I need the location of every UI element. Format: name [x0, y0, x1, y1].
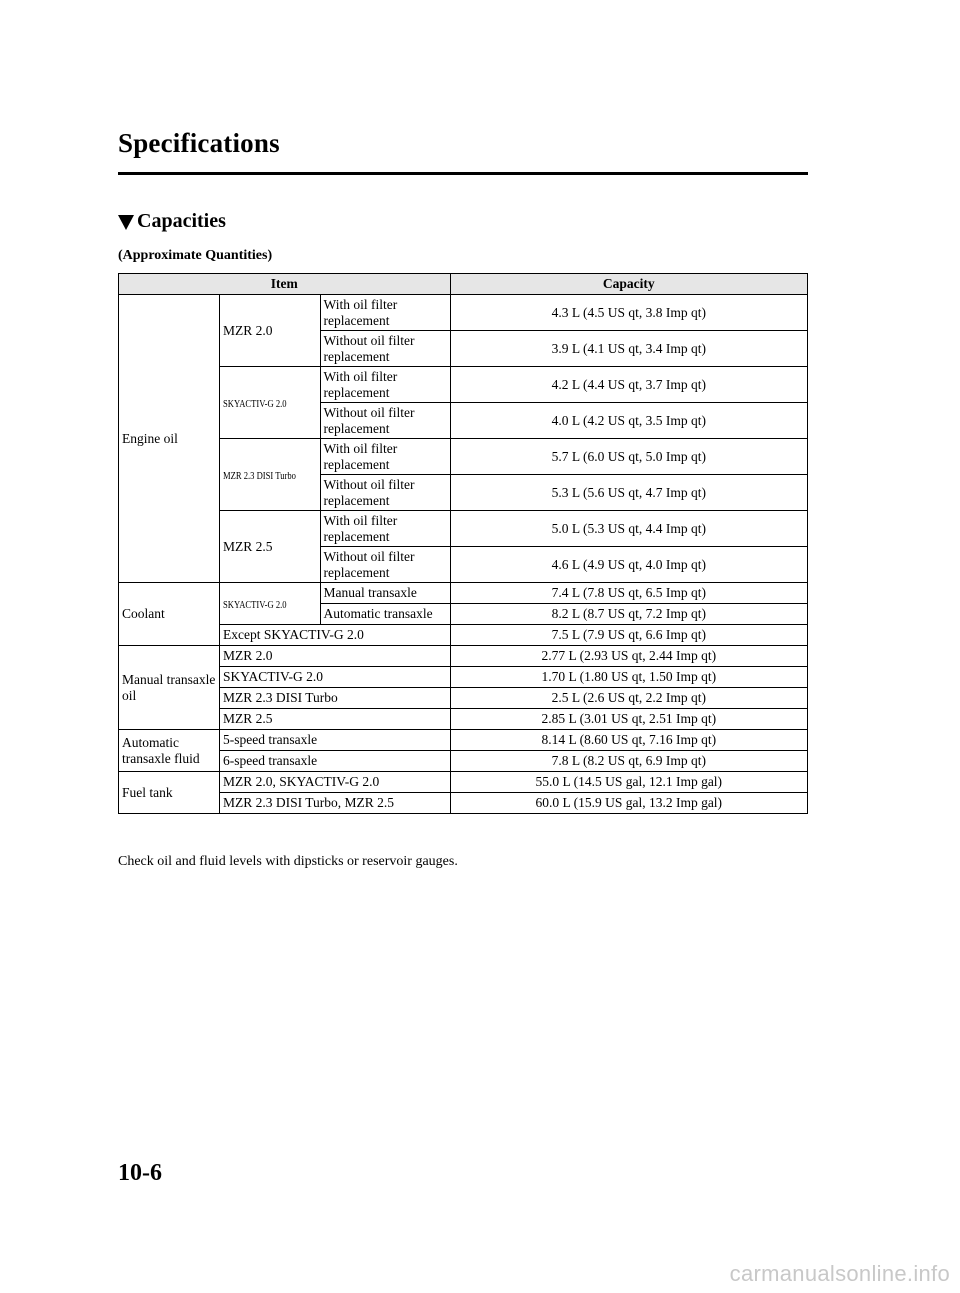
table-row: [119, 793, 808, 814]
capacity-cell: 4.3 L (4.5 US qt, 3.8 Imp qt): [450, 295, 807, 331]
header-item: Item: [119, 274, 451, 295]
capacity-cell: 4.6 L (4.9 US qt, 4.0 Imp qt): [450, 547, 807, 583]
capacity-cell: 7.5 L (7.9 US qt, 6.6 Imp qt): [450, 625, 807, 646]
condition-cell: Manual transaxle: [320, 583, 450, 604]
table-row: [119, 439, 808, 475]
table-row: [119, 688, 808, 709]
coolant-label: Coolant: [119, 583, 220, 646]
engine-name: [220, 583, 321, 625]
capacity-cell: 60.0 L (15.9 US gal, 13.2 Imp gal): [450, 793, 807, 814]
capacity-cell: 5.3 L (5.6 US qt, 4.7 Imp qt): [450, 475, 807, 511]
capacity-cell: 5.7 L (6.0 US qt, 5.0 Imp qt): [450, 439, 807, 475]
condition-cell: MZR 2.5: [220, 709, 451, 730]
condition-cell: With oil filter replacement: [320, 439, 450, 475]
table-row: [119, 295, 808, 331]
capacity-cell: 2.85 L (3.01 US qt, 2.51 Imp qt): [450, 709, 807, 730]
section-title: Specifications: [118, 128, 280, 158]
capacity-cell: 8.14 L (8.60 US qt, 7.16 Imp qt): [450, 730, 807, 751]
engine-oil-label: Engine oil: [119, 295, 220, 583]
table-row: [119, 709, 808, 730]
capacity-cell: 55.0 L (14.5 US gal, 12.1 Imp gal): [450, 772, 807, 793]
table-row: [119, 583, 808, 604]
engine-name: [220, 367, 321, 439]
table-header-row: [119, 274, 808, 295]
condition-cell: MZR 2.3 DISI Turbo: [220, 688, 451, 709]
capacities-table: [118, 273, 808, 814]
engine-name-text: SKYACTIV-G 2.0: [223, 598, 287, 611]
condition-cell: 6-speed transaxle: [220, 751, 451, 772]
table-row: [119, 625, 808, 646]
approximate-note: (Approximate Quantities): [118, 248, 273, 263]
capacity-cell: 7.4 L (7.8 US qt, 6.5 Imp qt): [450, 583, 807, 604]
capacity-cell: 5.0 L (5.3 US qt, 4.4 Imp qt): [450, 511, 807, 547]
condition-cell: With oil filter replacement: [320, 511, 450, 547]
section-title-rule: [118, 172, 808, 175]
engine-name: MZR 2.0: [220, 295, 321, 367]
footnote: Check oil and fluid levels with dipsticks or reservoir gauges.: [118, 854, 458, 869]
condition-cell: SKYACTIV-G 2.0: [220, 667, 451, 688]
capacity-cell: 2.5 L (2.6 US qt, 2.2 Imp qt): [450, 688, 807, 709]
condition-cell: Automatic transaxle: [320, 604, 450, 625]
page-number: 10-6: [118, 1160, 162, 1186]
automatic-transaxle-fluid-label: Automatic transaxle fluid: [119, 730, 220, 772]
capacity-cell: 4.2 L (4.4 US qt, 3.7 Imp qt): [450, 367, 807, 403]
header-capacity: Capacity: [450, 274, 807, 295]
capacity-cell: 1.70 L (1.80 US qt, 1.50 Imp qt): [450, 667, 807, 688]
capacity-cell: 7.8 L (8.2 US qt, 6.9 Imp qt): [450, 751, 807, 772]
condition-cell: MZR 2.0: [220, 646, 451, 667]
capacity-cell: 8.2 L (8.7 US qt, 7.2 Imp qt): [450, 604, 807, 625]
triangle-down-icon: [118, 215, 134, 230]
condition-cell: Without oil filter replacement: [320, 475, 450, 511]
table-row: [119, 730, 808, 751]
engine-name-text: MZR 2.3 DISI Turbo: [223, 469, 296, 482]
condition-cell: 5-speed transaxle: [220, 730, 451, 751]
table-row: [119, 511, 808, 547]
fuel-tank-label: Fuel tank: [119, 772, 220, 814]
table-row: [119, 772, 808, 793]
capacity-cell: 2.77 L (2.93 US qt, 2.44 Imp qt): [450, 646, 807, 667]
condition-cell: MZR 2.0, SKYACTIV-G 2.0: [220, 772, 451, 793]
watermark: carmanualsonline.info: [729, 1261, 950, 1286]
engine-name-text: SKYACTIV-G 2.0: [223, 397, 287, 410]
capacity-cell: 4.0 L (4.2 US qt, 3.5 Imp qt): [450, 403, 807, 439]
table-row: [119, 367, 808, 403]
condition-cell: Without oil filter replacement: [320, 403, 450, 439]
subsection-heading: [118, 210, 226, 233]
condition-cell: Without oil filter replacement: [320, 331, 450, 367]
engine-name: [220, 439, 321, 511]
condition-cell: With oil filter replacement: [320, 367, 450, 403]
manual-transaxle-oil-label: Manual transaxle oil: [119, 646, 220, 730]
table-row: [119, 667, 808, 688]
engine-name: MZR 2.5: [220, 511, 321, 583]
table-row: [119, 751, 808, 772]
table-row: [119, 646, 808, 667]
condition-cell: Without oil filter replacement: [320, 547, 450, 583]
condition-cell: MZR 2.3 DISI Turbo, MZR 2.5: [220, 793, 451, 814]
subsection-title: Capacities: [137, 210, 226, 232]
condition-cell: With oil filter replacement: [320, 295, 450, 331]
capacity-cell: 3.9 L (4.1 US qt, 3.4 Imp qt): [450, 331, 807, 367]
condition-cell: Except SKYACTIV-G 2.0: [220, 625, 451, 646]
